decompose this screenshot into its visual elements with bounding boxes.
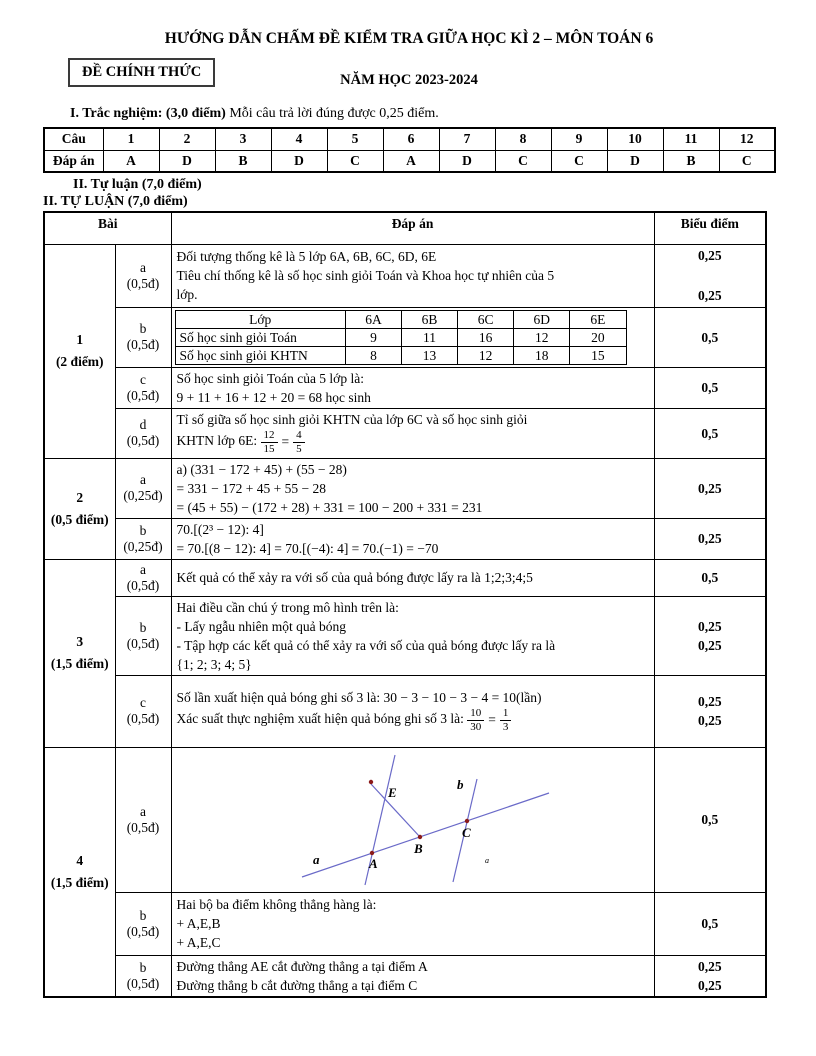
stats-value: 11: [402, 328, 458, 346]
point-E: [368, 779, 372, 783]
part-label-1c: [115, 367, 171, 408]
score-3c: [654, 675, 766, 747]
part-points: (0,5đ): [126, 635, 160, 651]
part-points: (0,5đ): [126, 819, 160, 835]
stats-header-cell: 6D: [514, 310, 570, 328]
label-line-b: b: [456, 776, 464, 792]
part-letter: a: [140, 259, 146, 275]
stats-value: 15: [570, 346, 626, 364]
mc-question-cell: 5: [327, 128, 383, 150]
row-1d: [44, 408, 766, 458]
part-letter: d: [139, 417, 147, 432]
stats-value: 12: [514, 328, 570, 346]
answer-text: KHTN lớp 6E:: [176, 433, 261, 449]
mc-question-cell: 3: [215, 128, 271, 150]
score-value: 0,25: [697, 713, 722, 728]
page-title: HƯỚNG DẪN CHẤM ĐỀ KIỂM TRA GIỮA HỌC KÌ 2 – MÔN TOÁN 6: [164, 30, 654, 47]
stats-value: 9: [345, 328, 401, 346]
fraction: $\frac{1}{3}$: [500, 707, 512, 733]
mc-answer-cell: B: [663, 150, 719, 172]
answer-line: Kết quả có thể xảy ra với số của quả bóng được lấy ra là 1;2;3;4;5: [176, 570, 533, 585]
row-4b: [44, 892, 766, 955]
mc-answer-cell: D: [607, 150, 663, 172]
score-value: 0,5: [701, 380, 719, 395]
answer-line: + A,E,B: [176, 916, 221, 931]
score-value: 0,25: [697, 977, 722, 993]
answer-line: = 70.[(8 − 12): 4] = 70.[(−4): 4] = 70.(−1) = −70: [176, 540, 439, 556]
label-line-a: a: [312, 851, 320, 867]
mc-question-cell: 8: [495, 128, 551, 150]
stats-value: 12: [458, 346, 514, 364]
answer-3c: [171, 675, 654, 747]
answer-line: Số lần xuất hiện quả bóng ghi số 3 là: 30 − 3 − 10 − 3 − 4 = 10(lần): [176, 690, 542, 706]
answer-line: lớp.: [176, 287, 198, 302]
mc-row-label: Đáp án: [44, 150, 103, 172]
row-2b: [44, 518, 766, 559]
section1-heading: [70, 106, 775, 122]
part-points: (0,5đ): [126, 337, 160, 352]
part-letter: a: [140, 561, 146, 577]
fraction: $\frac{4}{5}$: [293, 429, 305, 455]
score-1a: [654, 244, 766, 307]
part-letter: a: [140, 803, 146, 819]
stats-header-cell: 6E: [570, 310, 626, 328]
point-A: [369, 850, 373, 854]
part-label-1d: [115, 408, 171, 458]
problem4-points: (1,5 điểm): [50, 874, 109, 890]
answer-2b: [171, 518, 654, 559]
equals-sign: =: [488, 711, 496, 727]
answer-4c: [171, 955, 654, 997]
row-4c: [44, 955, 766, 997]
answer-line: = 331 − 172 + 45 + 55 − 28: [176, 480, 326, 496]
part-points: (0,5đ): [126, 923, 160, 939]
answer-line: Đường thẳng AE cắt đường thẳng a tại điểm A: [176, 958, 428, 974]
score-value: 0,25: [697, 531, 722, 546]
answer-line-with-fractions: [177, 707, 649, 733]
problem3-number: 3: [76, 634, 84, 649]
problem3-points: (1,5 điểm): [50, 656, 109, 671]
label-point-E: E: [387, 784, 397, 800]
mc-question-cell: 1: [103, 128, 159, 150]
answer-line: 9 + 11 + 16 + 12 + 20 = 68 học sinh: [176, 389, 371, 405]
problem3-label: [44, 559, 115, 747]
point-C: [464, 818, 468, 822]
line-a: [302, 793, 549, 877]
part-letter: c: [140, 695, 146, 710]
fraction: $\frac{12}{15}$: [261, 429, 278, 455]
row-3b: [44, 596, 766, 675]
stats-value: 20: [570, 328, 626, 346]
problem1-number: 1: [76, 332, 84, 347]
mc-answer-cell: C: [327, 150, 383, 172]
score-value: 0,25: [697, 287, 722, 303]
score-value: 0,5: [701, 916, 719, 931]
mc-question-cell: 6: [383, 128, 439, 150]
score-1c: [654, 367, 766, 408]
answer-line: = (45 + 55) − (172 + 28) + 331 = 100 − 200 + 331 = 231: [176, 499, 483, 515]
score-value: 0,5: [701, 812, 719, 827]
section2-heading: II. TỰ LUẬN (7,0 điểm): [43, 194, 188, 209]
answer-1c: [171, 367, 654, 408]
part-letter: b: [139, 959, 147, 975]
statistics-table: [175, 310, 627, 365]
part-letter: b: [139, 619, 147, 635]
answer-3b: [171, 596, 654, 675]
stats-row-toan: [175, 328, 626, 346]
problem4-number: 4: [76, 852, 84, 868]
part-label-3a: [115, 559, 171, 596]
section1-heading-rest: Mỗi câu trả lời đúng được 0,25 điểm.: [225, 106, 439, 121]
score-value: 0,5: [701, 329, 719, 345]
essay-header-dapan: Đáp án: [171, 212, 654, 244]
stats-header-cell: 6A: [345, 310, 401, 328]
stats-value: 18: [514, 346, 570, 364]
mc-answer-cell: D: [439, 150, 495, 172]
row-1c: [44, 367, 766, 408]
section2-subheading: II. Tự luận (7,0 điểm): [73, 177, 202, 192]
part-letter: b: [139, 907, 147, 923]
mc-answer-cell: A: [383, 150, 439, 172]
problem2-number: 2: [76, 489, 84, 505]
stats-header-row: [175, 310, 626, 328]
part-label-2b: [115, 518, 171, 559]
part-label-4b: [115, 892, 171, 955]
mc-question-row: [44, 128, 775, 150]
answer-line: Số học sinh giỏi Toán của 5 lớp là:: [176, 370, 364, 386]
score-value: 0,25: [697, 694, 722, 709]
mc-question-cell: 2: [159, 128, 215, 150]
part-points: (0,5đ): [126, 577, 160, 593]
score-1b: [654, 307, 766, 367]
mc-question-cell: 9: [551, 128, 607, 150]
school-year: NĂM HỌC 2023-2024: [340, 72, 478, 88]
mc-answer-cell: B: [215, 150, 271, 172]
fraction: $\frac{10}{30}$: [467, 707, 484, 733]
stats-row-label: Số học sinh giỏi KHTN: [175, 346, 345, 364]
score-value: 0,25: [697, 618, 722, 634]
part-points: (0,5đ): [126, 387, 160, 403]
stats-row-khtn: [175, 346, 626, 364]
stats-value: 8: [345, 346, 401, 364]
essay-header-bieudiem: Biểu điểm: [654, 212, 766, 244]
stats-header-cell: 6B: [402, 310, 458, 328]
part-points: (0,25đ): [123, 538, 163, 554]
mc-question-cell: 10: [607, 128, 663, 150]
problem2-points: (0,5 điểm): [50, 511, 109, 527]
stats-row-label: Số học sinh giỏi Toán: [175, 328, 345, 346]
label-point-A: A: [368, 855, 378, 871]
part-letter: b: [139, 321, 147, 336]
equals-sign: =: [281, 433, 290, 449]
part-points: (0,5đ): [126, 275, 160, 291]
score-value: 0,25: [697, 247, 722, 263]
row-4a: [44, 747, 766, 892]
answer-line: 70.[(2³ − 12): 4]: [176, 521, 264, 537]
score-4b: [654, 892, 766, 955]
label-point-B: B: [413, 840, 423, 856]
stray-mark: a: [484, 855, 489, 865]
mc-question-cell: 7: [439, 128, 495, 150]
score-1d: [654, 408, 766, 458]
score-4a: [654, 747, 766, 892]
multiple-choice-table: [43, 127, 776, 173]
answer-line: Đối tượng thống kê là 5 lớp 6A, 6B, 6C, 6D, 6E: [176, 249, 437, 264]
answer-line: Hai bộ ba điểm không thẳng hàng là:: [176, 897, 377, 912]
answer-4b: [171, 892, 654, 955]
stats-value: 16: [458, 328, 514, 346]
row-3c: [44, 675, 766, 747]
problem2-label: [44, 458, 115, 559]
answer-text: Xác suất thực nghiệm xuất hiện quả bóng ghi số 3 là:: [176, 711, 468, 727]
answer-line: + A,E,C: [176, 935, 221, 950]
part-points: (0,5đ): [126, 975, 160, 991]
stats-header-cell: Lớp: [175, 310, 345, 328]
score-2a: [654, 458, 766, 518]
part-points: (0,5đ): [126, 711, 160, 726]
mc-question-cell: 11: [663, 128, 719, 150]
mc-answer-cell: C: [719, 150, 775, 172]
answer-line: Hai điều cần chú ý trong mô hình trên là:: [176, 599, 399, 615]
row-3a: [44, 559, 766, 596]
answer-line: a) (331 − 172 + 45) + (55 − 28): [176, 461, 347, 477]
answer-line: Tỉ số giữa số học sinh giỏi KHTN của lớp 6C và số học sinh giỏi: [176, 412, 528, 428]
point-B: [417, 834, 421, 838]
score-3b: [654, 596, 766, 675]
part-points: (0,5đ): [126, 433, 160, 448]
answer-3a: [171, 559, 654, 596]
part-letter: b: [139, 522, 147, 538]
part-label-2a: [115, 458, 171, 518]
section1-heading-bold: I. Trắc nghiệm: (3,0 điểm): [70, 106, 226, 121]
mc-answer-cell: C: [551, 150, 607, 172]
part-label-4a: [115, 747, 171, 892]
mc-answer-cell: D: [271, 150, 327, 172]
mc-answer-cell: D: [159, 150, 215, 172]
part-label-4c: [115, 955, 171, 997]
mc-row-label: Câu: [44, 128, 103, 150]
answer-line: - Lấy ngẫu nhiên một quả bóng: [176, 618, 346, 634]
answer-2a: [171, 458, 654, 518]
essay-header-bai: Bài: [44, 212, 171, 244]
score-value: 0,25: [697, 637, 722, 653]
score-value: 0,5: [701, 425, 719, 441]
mc-answer-cell: C: [495, 150, 551, 172]
mc-question-cell: 4: [271, 128, 327, 150]
mc-answer-cell: A: [103, 150, 159, 172]
problem1-points: (2 điểm): [55, 354, 104, 369]
score-value: 0,25: [697, 480, 722, 496]
score-value: 0,25: [697, 958, 722, 974]
part-letter: c: [140, 371, 146, 387]
stats-header-cell: 6C: [458, 310, 514, 328]
part-label-3b: [115, 596, 171, 675]
row-1b: [44, 307, 766, 367]
part-label-1b: [115, 307, 171, 367]
answer-line: {1; 2; 3; 4; 5}: [176, 656, 252, 672]
part-label-1a: [115, 244, 171, 307]
answer-1b: [171, 307, 654, 367]
part-letter: a: [140, 472, 146, 487]
part-points: (0,25đ): [123, 488, 163, 503]
mc-question-cell: 12: [719, 128, 775, 150]
official-exam-box: ĐỀ CHÍNH THỨC: [68, 58, 215, 87]
problem4-label: [44, 747, 115, 997]
answer-line: Tiêu chí thống kê là số học sinh giỏi Toán và Khoa học tự nhiên của 5: [176, 268, 555, 283]
part-label-3c: [115, 675, 171, 747]
score-2b: [654, 518, 766, 559]
answer-4a: [171, 747, 654, 892]
answer-1a: [171, 244, 654, 307]
answer-1d: [171, 408, 654, 458]
mc-answer-row: [44, 150, 775, 172]
label-point-C: C: [461, 824, 471, 840]
problem1-label: [44, 244, 115, 458]
essay-answer-table: [43, 211, 767, 998]
score-value: 0,5: [701, 570, 719, 585]
answer-line-with-fractions: [177, 429, 649, 455]
geometry-figure: [177, 749, 658, 887]
header-row: [43, 58, 775, 104]
row-1a: [44, 244, 766, 307]
row-2a: [44, 458, 766, 518]
score-4c: [654, 955, 766, 997]
essay-header-row: [44, 212, 766, 244]
answer-line: Đường thẳng b cắt đường thẳng a tại điểm C: [176, 977, 418, 993]
stats-value: 13: [402, 346, 458, 364]
answer-line: - Tập hợp các kết quả có thể xảy ra với số của quả bóng được lấy ra là: [176, 637, 556, 653]
score-3a: [654, 559, 766, 596]
